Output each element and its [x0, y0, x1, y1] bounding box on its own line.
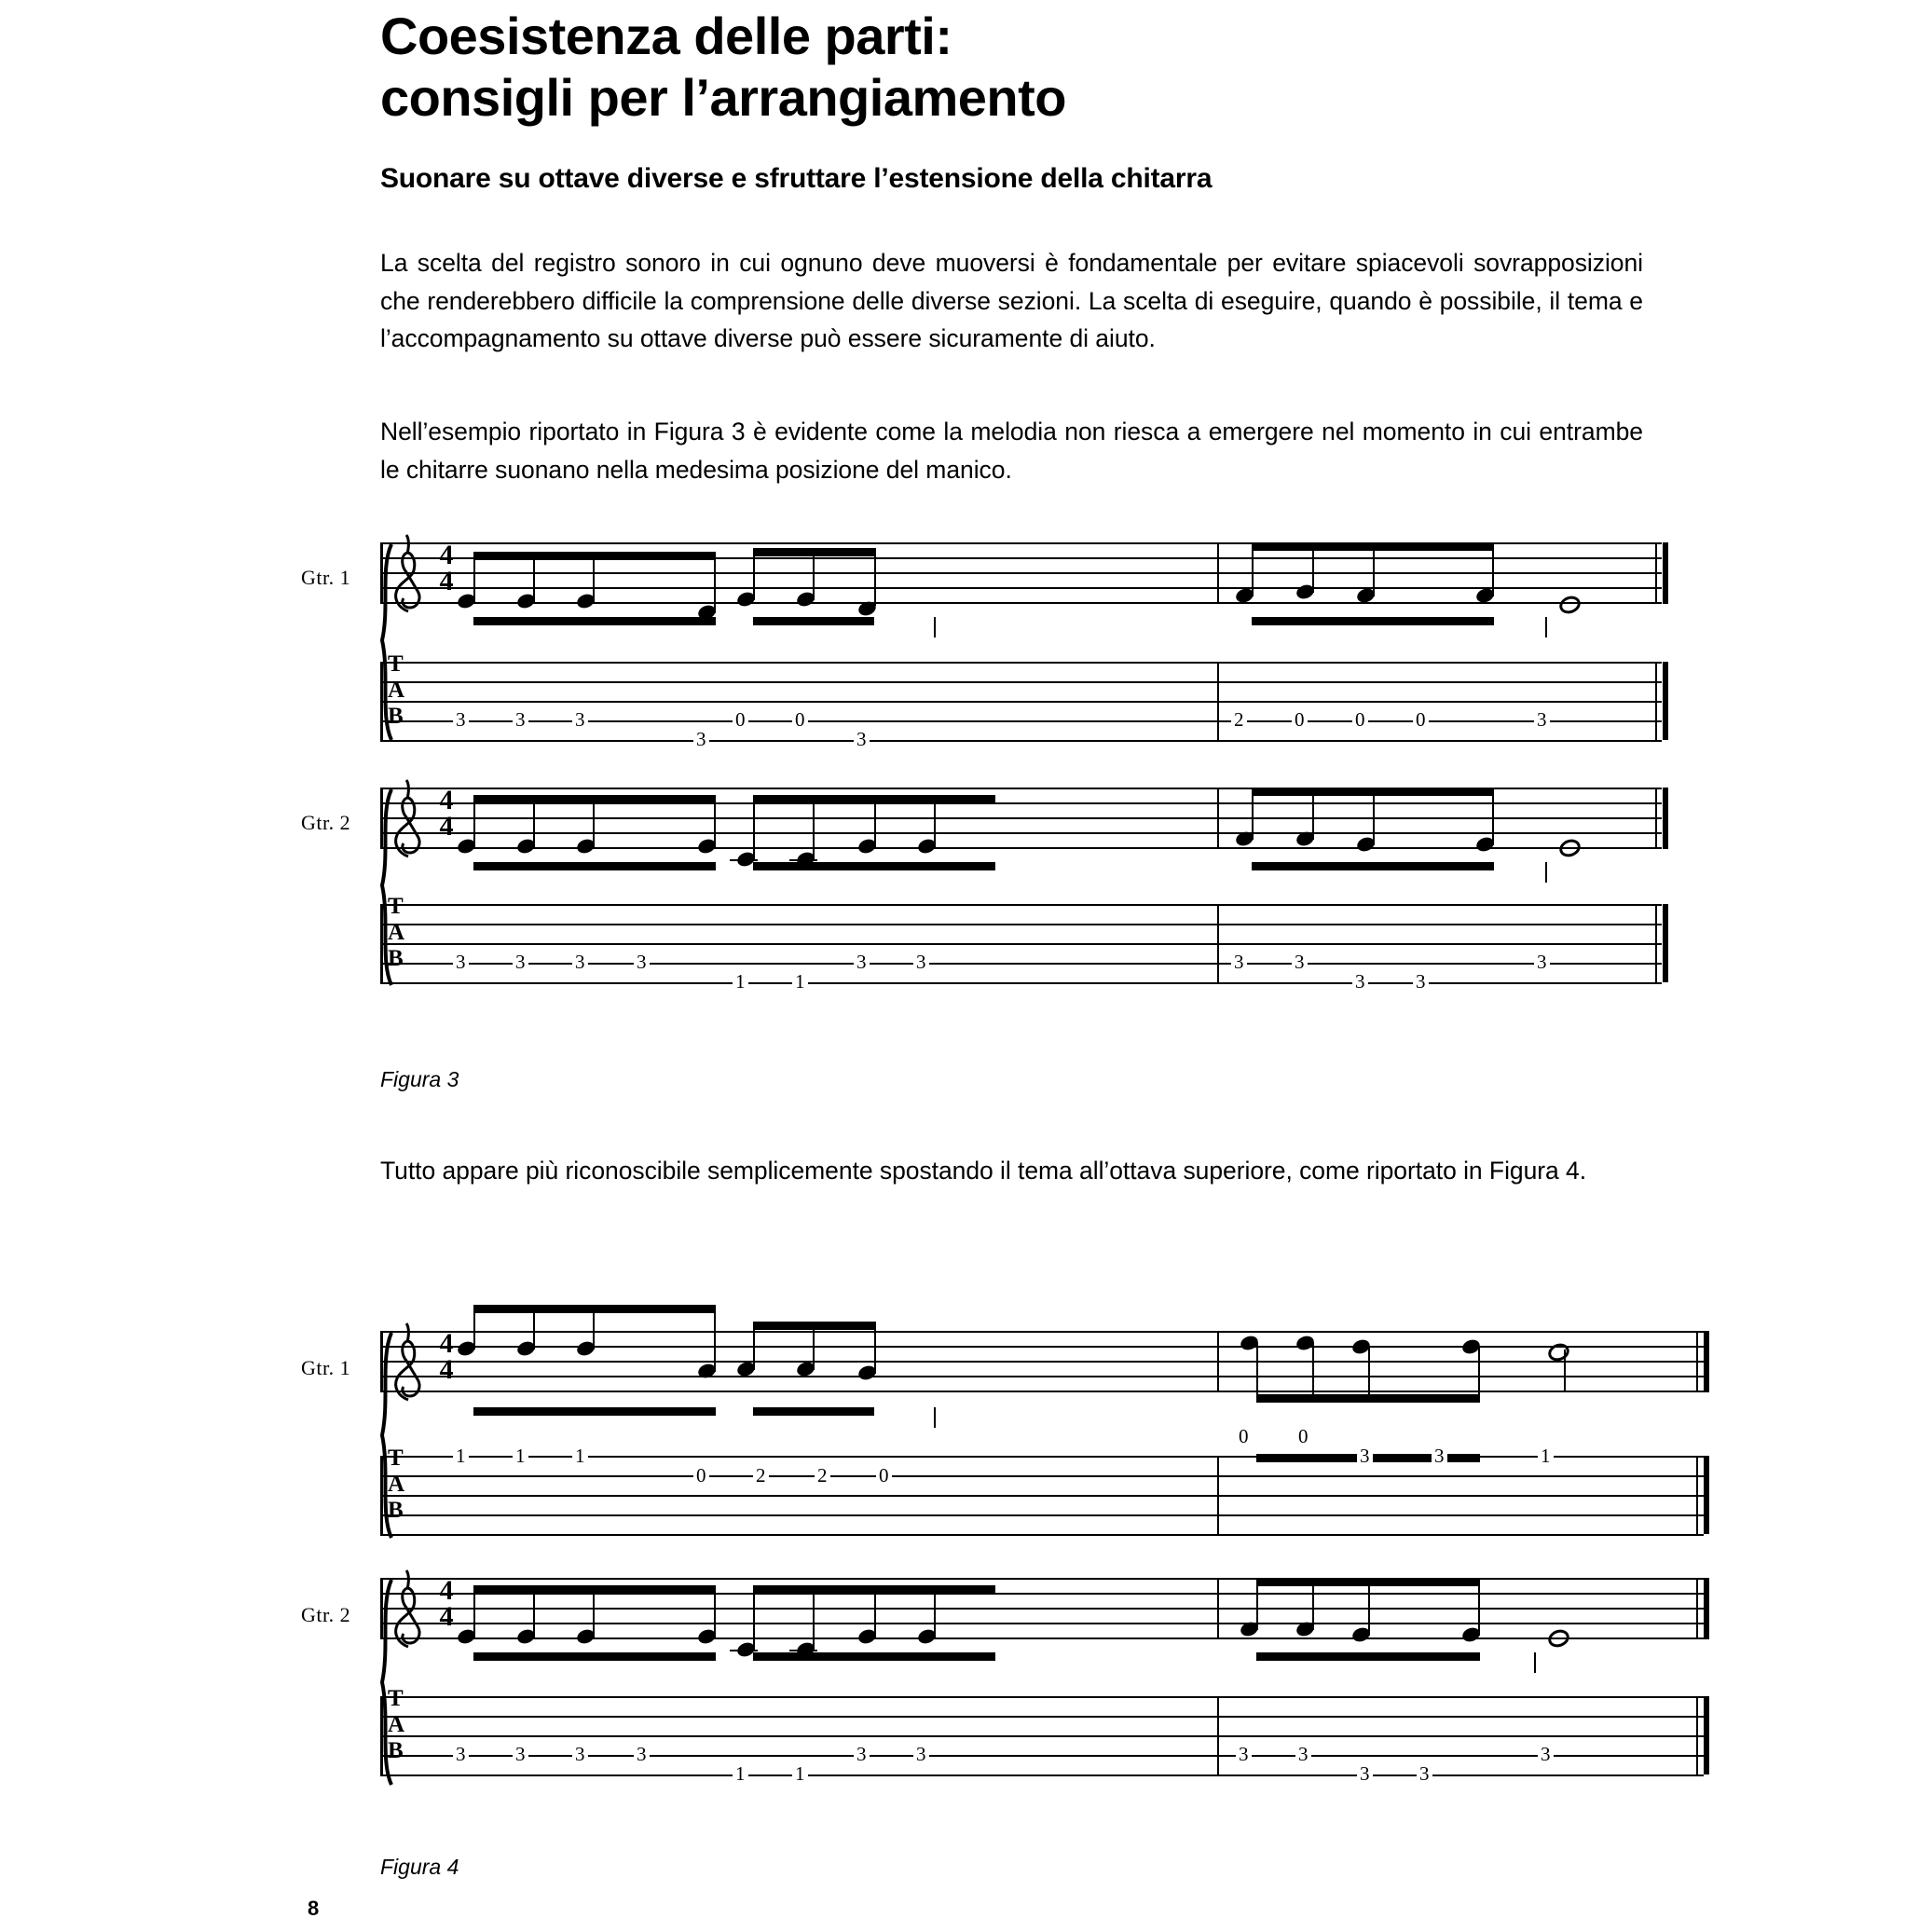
tab-number: 2	[753, 1469, 769, 1483]
stem	[1312, 1578, 1314, 1630]
barline	[380, 1578, 383, 1639]
stem	[1492, 542, 1494, 596]
stem	[533, 795, 535, 847]
stem	[1368, 1346, 1370, 1396]
figure-4-caption: Figura 4	[380, 1855, 459, 1879]
tab-letter-a: A	[388, 1472, 405, 1497]
tab-number: 3	[1295, 1747, 1311, 1761]
stem	[1312, 788, 1314, 840]
stem	[1368, 1578, 1370, 1636]
part-label-gtr1: Gtr. 1	[301, 566, 351, 589]
treble-clef-icon	[390, 533, 427, 613]
time-signature-gtr1: 4 4	[439, 1328, 454, 1385]
time-signature-gtr2: 4 4	[439, 1575, 454, 1632]
tab-letter-t: T	[388, 894, 404, 919]
tab-number: 3	[1538, 1747, 1554, 1761]
time-signature-gtr2: 4 4	[439, 785, 454, 842]
stem	[1478, 1346, 1480, 1396]
stem	[714, 1585, 716, 1637]
stem	[934, 1407, 936, 1428]
barline-final	[1704, 1331, 1709, 1392]
tab-letter-b: B	[388, 1498, 404, 1523]
tab-number: 1	[572, 1449, 588, 1463]
page-number: 8	[308, 1897, 320, 1920]
tab-letter-t: T	[388, 1446, 404, 1471]
tab-number: 3	[513, 1747, 528, 1761]
tab-number: 0	[1236, 1430, 1252, 1444]
stem	[533, 552, 535, 602]
stem	[813, 795, 815, 860]
stem	[874, 795, 876, 847]
barline	[1217, 1578, 1219, 1639]
stem	[813, 1585, 815, 1651]
stem	[473, 1585, 475, 1637]
tab-number: 0	[1352, 713, 1368, 727]
tab-number: 1	[733, 1767, 748, 1781]
barline	[1217, 1456, 1219, 1534]
barline	[1217, 662, 1219, 740]
tab-number: 3	[1357, 1449, 1373, 1463]
barline	[1655, 788, 1657, 849]
barline	[380, 1331, 383, 1392]
tab-number: 3	[1231, 955, 1247, 969]
tab-number: 0	[1292, 713, 1308, 727]
stem	[874, 548, 876, 606]
barline	[1655, 662, 1657, 740]
tab-number: 0	[792, 713, 808, 727]
barline-final	[1663, 542, 1668, 604]
stem	[1492, 788, 1494, 845]
tab-number: 3	[1236, 1747, 1252, 1761]
beam-lower	[473, 1407, 716, 1416]
stem	[753, 1322, 755, 1370]
barline	[1217, 1696, 1219, 1774]
tab-number: 3	[572, 1747, 588, 1761]
stem	[593, 1585, 595, 1637]
tab-staff2-gtr1-m2	[1219, 1456, 1704, 1534]
barline-final	[1663, 904, 1668, 982]
staff2-gtr1-m1	[380, 1328, 1219, 1392]
barline-final	[1704, 1696, 1709, 1774]
stem	[753, 1585, 755, 1651]
stem	[473, 552, 475, 602]
barline	[1696, 1696, 1698, 1774]
barline	[380, 788, 383, 849]
page-title-line1: Coesistenza delle parti:	[380, 7, 952, 65]
beam-lower	[473, 862, 716, 870]
stem	[753, 548, 755, 600]
barline	[1696, 1456, 1698, 1534]
tab-staff-gtr1-m2	[1219, 662, 1662, 740]
barline-final	[1663, 788, 1668, 849]
barline	[380, 904, 383, 982]
tab-number: 3	[693, 733, 709, 747]
tab-letter-b: B	[388, 1738, 404, 1763]
tab-number: 3	[453, 1747, 469, 1761]
stem	[1312, 542, 1314, 593]
beam-lower	[1252, 862, 1494, 870]
tab-number: 1	[733, 975, 748, 989]
paragraph-3: Tutto appare più riconoscibile semplicemente spostando il tema all’ottava superiore, come riportato in Figura 4.	[380, 1157, 1587, 1185]
barline-final	[1704, 1578, 1709, 1639]
stem	[813, 548, 815, 600]
tab-letter-a: A	[388, 920, 405, 945]
tab-number: 1	[792, 1767, 808, 1781]
stem	[934, 617, 936, 637]
tab-staff-gtr2-m2	[1219, 904, 1662, 982]
stem	[1564, 1350, 1566, 1392]
tab-number: 0	[733, 713, 748, 727]
staff2-gtr2-m2	[1219, 1578, 1704, 1639]
treble-clef-icon	[390, 1569, 427, 1649]
staff2-gtr1-m2	[1219, 1331, 1704, 1392]
stem	[714, 795, 716, 847]
stem	[1545, 862, 1547, 883]
tab-number: 3	[513, 955, 528, 969]
stem	[714, 1305, 716, 1372]
barline	[380, 542, 383, 604]
tab-number: 1	[453, 1449, 469, 1463]
beam-lower	[473, 1652, 716, 1661]
stem	[714, 552, 716, 613]
treble-clef-icon	[390, 778, 427, 858]
tab-number: 0	[1413, 713, 1429, 727]
beam-lower	[753, 1407, 874, 1416]
tab-number: 3	[572, 955, 588, 969]
barline	[1655, 904, 1657, 982]
stem	[874, 1585, 876, 1637]
beam-lower	[753, 1652, 995, 1661]
tab-number: 3	[1534, 713, 1550, 727]
tab-number: 0	[1295, 1430, 1311, 1444]
beam-lower	[1256, 1652, 1480, 1661]
tab-number: 3	[1352, 975, 1368, 989]
stem	[874, 1322, 876, 1374]
stem	[533, 1585, 535, 1637]
stem	[473, 795, 475, 847]
barline	[1655, 542, 1657, 604]
beam-lower	[753, 617, 874, 625]
treble-clef-icon	[390, 1322, 427, 1402]
tab-letter-a: A	[388, 1712, 405, 1737]
stem	[1373, 542, 1375, 596]
stem	[593, 795, 595, 847]
stem	[1252, 788, 1254, 840]
tab-letter-b: B	[388, 704, 404, 729]
barline	[1696, 1578, 1698, 1639]
time-signature-gtr1: 4 4	[439, 540, 454, 596]
beam-lower	[753, 862, 995, 870]
tab-number: 3	[453, 713, 469, 727]
part-label-gtr2: Gtr. 2	[301, 1603, 351, 1626]
tab-number: 3	[1417, 1767, 1432, 1781]
tab-staff2-gtr2-m2	[1219, 1696, 1704, 1774]
section-subtitle: Suonare su ottave diverse e sfruttare l’estensione della chitarra	[380, 163, 1213, 194]
page-title	[380, 6, 1685, 128]
tab-number: 3	[1357, 1767, 1373, 1781]
barline-final	[1663, 662, 1668, 740]
tab-number: 3	[1534, 955, 1550, 969]
stem	[1545, 617, 1547, 637]
stem	[1534, 1652, 1536, 1673]
tab-number: 0	[693, 1469, 709, 1483]
score-figure-4	[301, 1305, 1638, 1836]
tab-number: 3	[513, 713, 528, 727]
barline	[1217, 542, 1219, 604]
beam-lower	[473, 617, 716, 625]
tab-letter-a: A	[388, 678, 405, 703]
stem	[1312, 1342, 1314, 1396]
stem	[934, 1585, 936, 1637]
tab-number: 3	[1432, 1449, 1447, 1463]
barline-final	[1704, 1456, 1709, 1534]
stem	[1373, 788, 1375, 845]
tab-number: 3	[913, 1747, 929, 1761]
tab-number: 3	[854, 733, 870, 747]
tab-number: 3	[1413, 975, 1429, 989]
barline	[380, 1696, 383, 1774]
beam-lower	[1252, 617, 1494, 625]
barline	[1696, 1331, 1698, 1392]
stem	[1256, 1342, 1258, 1396]
page-title-line2: consigli per l’arrangiamento	[380, 67, 1066, 127]
tab-number: 1	[513, 1449, 528, 1463]
stem	[1478, 1578, 1480, 1636]
staff-gtr2-m2	[1219, 788, 1662, 849]
tab-number: 3	[634, 955, 650, 969]
tab-number: 3	[913, 955, 929, 969]
barline	[1217, 904, 1219, 982]
tab-letter-b: B	[388, 946, 404, 971]
figure-3-caption: Figura 3	[380, 1067, 459, 1091]
part-label-gtr1: Gtr. 1	[301, 1356, 351, 1379]
stem	[753, 795, 755, 860]
stem	[1252, 542, 1254, 596]
tab-number: 3	[634, 1747, 650, 1761]
tab-number: 3	[572, 713, 588, 727]
tab-number: 0	[876, 1469, 892, 1483]
tab-number: 2	[1231, 713, 1247, 727]
stem	[934, 795, 936, 847]
part-label-gtr2: Gtr. 2	[301, 811, 351, 834]
stem	[593, 552, 595, 602]
tab-letter-t: T	[388, 651, 404, 677]
paragraph-2: Nell’esempio riportato in Figura 3 è evidente come la melodia non riesca a emergere nel momento in cui entrambe le chitarre suonano nella medesima posizione del manico.	[380, 418, 1643, 484]
tab-number: 1	[1538, 1449, 1554, 1463]
tab-number: 2	[815, 1469, 830, 1483]
tab-number: 3	[854, 955, 870, 969]
stem	[1256, 1578, 1258, 1630]
tab-number: 3	[453, 955, 469, 969]
barline	[1217, 788, 1219, 849]
barline	[380, 1456, 383, 1534]
tab-number: 3	[1292, 955, 1308, 969]
barline	[380, 662, 383, 740]
tab-number: 1	[792, 975, 808, 989]
tab-number: 3	[854, 1747, 870, 1761]
score-figure-3	[301, 531, 1592, 1035]
paragraph-1: La scelta del registro sonoro in cui ognuno deve muoversi è fondamentale per evitare spiacevoli sovrapposizioni che renderebbero difficile la comprensione delle diverse sezioni. La scelta di eseguire, quando è possibile, il tema e l’accompagnamento su ottave diverse può essere sicuramente di aiuto.	[380, 249, 1643, 353]
tab-letter-t: T	[388, 1686, 404, 1711]
stem	[813, 1322, 815, 1370]
barline	[1217, 1331, 1219, 1392]
tab-staff2-gtr1-m1	[380, 1456, 1219, 1534]
staff-gtr1-m2	[1219, 542, 1662, 604]
